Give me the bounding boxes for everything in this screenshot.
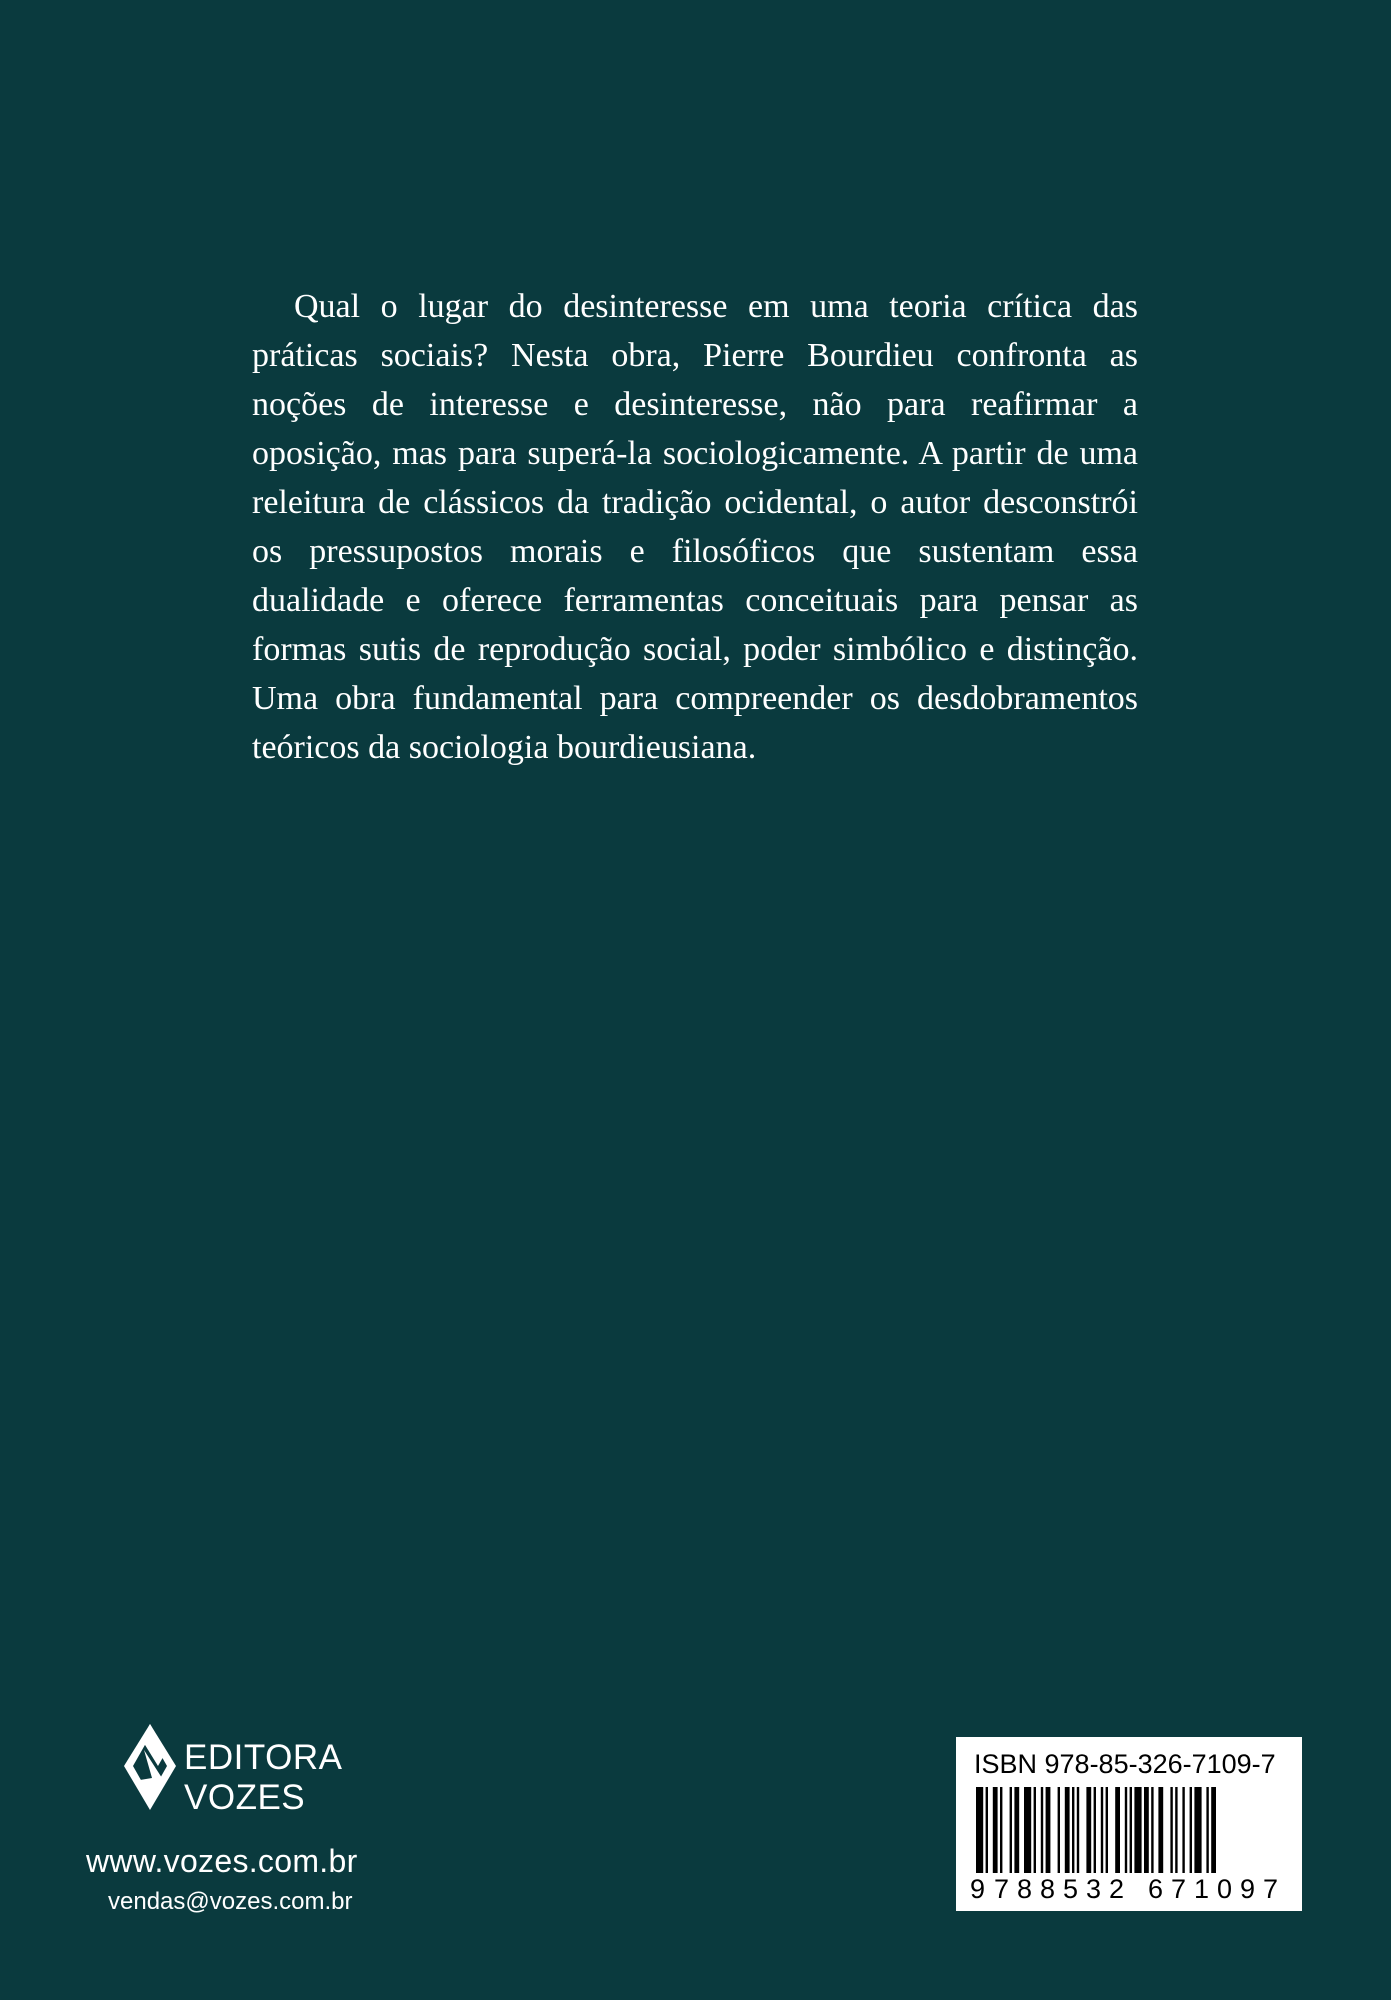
barcode-bar — [993, 1787, 998, 1873]
blurb-paragraph: Qual o lugar do desinteresse em uma teoria crítica das práticas sociais? Nesta obra, Pierre Bourdieu confronta as noções de interesse e desinteresse, não para reafirmar a oposição, mas para superá-la sociologicamente. A partir de uma releitura de clássicos da tradição ocidental, o autor desconstrói os pressupostos morais e filosóficos que sustentam essa dualidade e oferece ferramentas conceituais para pensar as formas sutis de reprodução social, poder simbólico e distinção. Uma obra fundamental para compreender os desdobramentos teóricos da sociologia bourdieusiana. — [252, 288, 1138, 766]
barcode-digit: 8 — [1017, 1874, 1033, 1904]
barcode-bar — [1211, 1787, 1216, 1873]
barcode-bar — [1041, 1787, 1043, 1873]
barcode-digit: 6 — [1148, 1874, 1164, 1904]
barcode-bar — [986, 1787, 988, 1873]
vozes-diamond-logo-icon — [122, 1722, 178, 1812]
barcode-bar — [1094, 1787, 1096, 1873]
barcode-bar — [1086, 1787, 1091, 1873]
barcode-digit: 3 — [1086, 1874, 1102, 1904]
barcode-bar — [1072, 1787, 1074, 1873]
barcode-digit: 8 — [1040, 1874, 1056, 1904]
barcode-bar — [1151, 1787, 1153, 1873]
barcode-digit: 0 — [1217, 1874, 1233, 1904]
barcode-digit: 9 — [1240, 1874, 1256, 1904]
barcode-bar — [1190, 1787, 1192, 1873]
barcode-digit: 1 — [1194, 1874, 1210, 1904]
barcode-bar — [1010, 1787, 1012, 1873]
publisher-logo — [122, 1722, 362, 1822]
barcode-bar — [1101, 1787, 1103, 1873]
barcode-bar — [1077, 1787, 1079, 1873]
barcode-bar — [1182, 1787, 1184, 1873]
barcode-bar — [1194, 1787, 1201, 1873]
barcode-bar — [1000, 1787, 1002, 1873]
barcode-digits — [956, 1874, 1302, 1904]
barcode-bar — [1024, 1787, 1031, 1873]
logo-line-vozes: VOZES — [184, 1778, 306, 1817]
barcode-bar — [976, 1787, 983, 1873]
barcode-digit: 2 — [1109, 1874, 1125, 1904]
barcode-bar — [1144, 1787, 1149, 1873]
back-cover-blurb — [252, 282, 1138, 772]
barcode-digit: 7 — [1263, 1874, 1279, 1904]
barcode-bar — [1170, 1787, 1172, 1873]
barcode-digit: 5 — [1063, 1874, 1079, 1904]
barcode-bar — [1034, 1787, 1036, 1873]
publisher-email: vendas@vozes.com.br — [108, 1888, 353, 1915]
barcode-bar — [1134, 1787, 1141, 1873]
barcode-digit: 7 — [994, 1874, 1010, 1904]
barcode-bar — [1125, 1787, 1127, 1873]
isbn-label: ISBN 978-85-326-7109-7 — [974, 1749, 1276, 1779]
barcode-digit: 9 — [970, 1874, 986, 1904]
barcode-bar — [1206, 1787, 1208, 1873]
barcode-bar — [1158, 1787, 1163, 1873]
publisher-website: www.vozes.com.br — [86, 1843, 358, 1879]
isbn-barcode — [956, 1737, 1302, 1911]
barcode-bar — [1130, 1787, 1132, 1873]
barcode-bar — [1175, 1787, 1177, 1873]
barcode-bar — [1065, 1787, 1070, 1873]
barcode-bar — [1115, 1787, 1120, 1873]
barcode-bar — [1106, 1787, 1108, 1873]
barcode-digit: 7 — [1171, 1874, 1187, 1904]
barcode-bar — [1046, 1787, 1051, 1873]
barcode-bar — [1014, 1787, 1019, 1873]
barcode-bar — [1058, 1787, 1060, 1873]
logo-line-editora: EDITORA — [184, 1738, 343, 1777]
